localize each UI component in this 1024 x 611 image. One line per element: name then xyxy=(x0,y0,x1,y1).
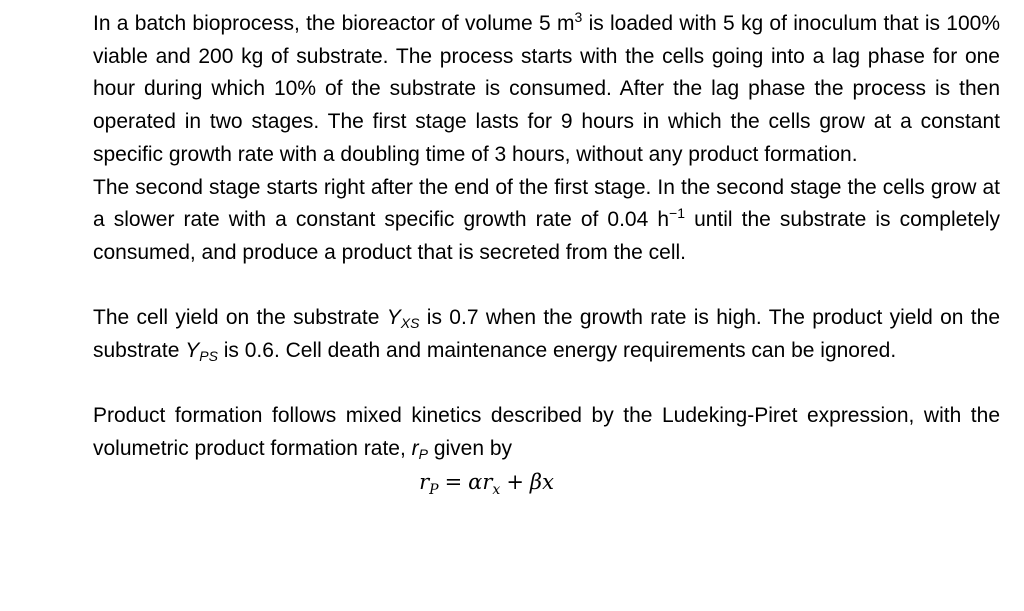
rate-symbol: r xyxy=(411,437,419,461)
paragraph-text: is 0.6. Cell death and maintenance energy requirements can be ignored. xyxy=(217,339,897,363)
equation-lhs: r xyxy=(419,469,430,494)
paragraph-product-kinetics xyxy=(93,400,1000,465)
paragraph-text: is loaded with 5 kg of inoculum that is 100% viable and 200 kg of substrate. The process starts with the cells going into a lag phase for one hour during which 10% of the substrate is consumed. After the lag phase the process is then operated in two stages. The first stage lasts for 9 hours in which the cells grow at a constant specific growth rate with a doubling time of 3 hours, without any product formation. xyxy=(93,12,1001,166)
beta-term: βx xyxy=(529,469,554,494)
paragraph-text: Product formation follows mixed kinetics described by the Ludeking-Piret expression, with the volumetric product formation rate, xyxy=(93,404,1000,461)
superscript: −1 xyxy=(669,205,685,222)
equation-lhs-subscript: P xyxy=(429,481,439,498)
superscript: 3 xyxy=(574,9,583,25)
rate-term-subscript: x xyxy=(492,481,501,498)
alpha-term: α xyxy=(468,469,483,494)
paragraph-batch-setup xyxy=(93,8,1000,172)
paragraph-yields xyxy=(93,302,1000,367)
equals-sign: = xyxy=(444,469,463,494)
paragraph-second-stage xyxy=(93,172,1000,270)
yield-subscript: XS xyxy=(400,315,420,332)
paragraph-text: until the substrate is completely consumed, and produce a product that is secreted from the cell. xyxy=(93,208,1000,264)
ludeking-piret-equation xyxy=(93,466,880,499)
problem-text xyxy=(93,8,1000,499)
paragraph-text: is 0.7 when the growth rate is high. The product yield on the substrate xyxy=(93,306,1000,363)
yield-symbol: Y xyxy=(185,339,200,363)
paragraph-text: In a batch bioprocess, the bioreactor of volume 5 m xyxy=(93,12,575,35)
paragraph-text: The second stage starts right after the end of the first stage. In the second stage the cells grow at a slower rate with a constant specific growth rate of 0.04 h xyxy=(93,175,1000,232)
rate-subscript: P xyxy=(418,446,428,463)
yield-symbol: Y xyxy=(386,306,401,330)
yield-subscript: PS xyxy=(199,348,218,365)
paragraph-text: The cell yield on the substrate xyxy=(93,306,387,330)
paragraph-text: given by xyxy=(427,437,513,461)
plus-sign: + xyxy=(506,469,524,494)
rate-term: r xyxy=(482,469,493,494)
